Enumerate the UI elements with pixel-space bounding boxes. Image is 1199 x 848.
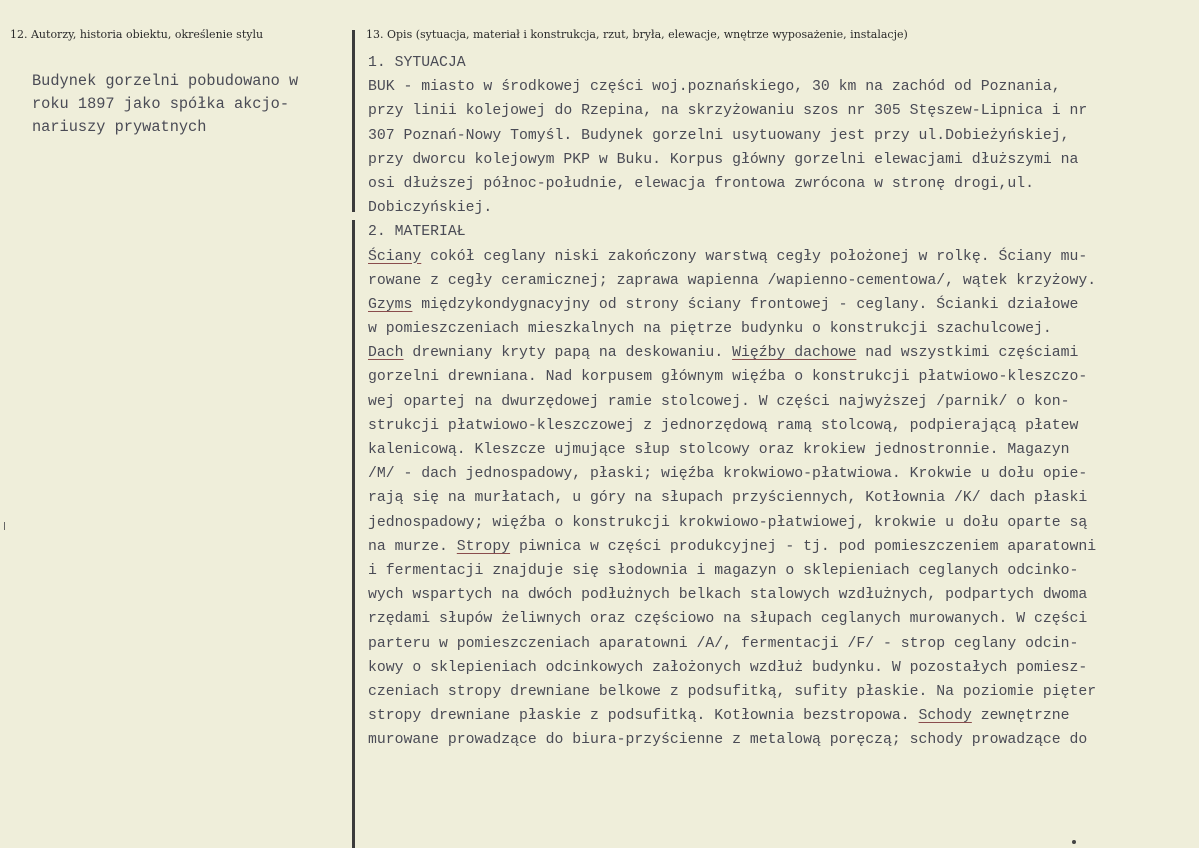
text-line: osi dłuższej północ-południe, elewacja frontowa zwrócona w stronę drogi,ul. xyxy=(368,175,1034,192)
text-line: w pomieszczeniach mieszkalnych na piętrze budynku o konstrukcji szachulcowej. xyxy=(368,321,1052,338)
text-line: wych wspartych na dwóch podłużnych belkach stalowych wzdłużnych, podpartych dwoma xyxy=(368,587,1088,604)
text-line: jednospadowy; więźba o konstrukcji krokwiowo-płatwiowej, krokwie u dołu oparte są xyxy=(368,514,1088,531)
text-line: wej opartej na dwurzędowej ramie stolcowej. W części najwyższej /parnik/ o kon- xyxy=(368,393,1070,410)
description-column xyxy=(358,0,1199,848)
text-line: przy dworcu kolejowym PKP w Buku. Korpus główny gorzelni elewacjami dłuższymi na xyxy=(368,151,1079,168)
text-line: rają się na murłatach, u góry na słupach przyściennych, Kotłownia /K/ dach płaski xyxy=(368,490,1088,507)
authors-history-text xyxy=(32,70,298,139)
ink-dot xyxy=(1072,840,1076,844)
description-text xyxy=(368,51,1198,752)
text-span: cokół ceglany niski zakończony warstwą cegły położonej w rolkę. Ściany mu- xyxy=(421,248,1088,265)
text-span: piwnica w części produkcyjnej - tj. pod pomieszczeniem aparatowni xyxy=(510,538,1097,555)
divider-gap xyxy=(352,212,355,220)
text-line: parteru w pomieszczeniach aparatowni /A/, fermentacji /F/ - strop ceglany odcin- xyxy=(368,635,1079,652)
description-label: 13. Opis (sytuacja, materiał i konstrukcja, rzut, bryła, elewacje, wnętrze wyposażenie, instalacje) xyxy=(366,28,908,41)
text-line: gorzelni drewniana. Nad korpusem głównym więźba o konstrukcji płatwiowo-kleszczo- xyxy=(368,369,1088,386)
text-line xyxy=(368,293,1198,317)
text-line xyxy=(368,245,1198,269)
text-span: zewnętrzne xyxy=(971,708,1070,725)
keyword-dach: Dach xyxy=(368,345,404,362)
text-span: międzykondygnacyjny od strony ściany frontowej - ceglany. Ścianki działowe xyxy=(412,296,1079,313)
text-line: rzędami słupów żeliwnych oraz częściowo na słupach ceglanych murowanych. W części xyxy=(368,611,1088,628)
column-divider xyxy=(352,30,355,848)
text-line: murowane prowadzące do biura-przyścienne z metalową poręczą; schody prowadzące do xyxy=(368,732,1088,749)
text-line xyxy=(368,341,1198,365)
text-line: nariuszy prywatnych xyxy=(32,118,207,136)
text-span: stropy drewniane płaskie z podsufitką. Kotłownia bezstropowa. xyxy=(368,708,919,725)
text-line: czeniach stropy drewniane belkowe z podsufitką, sufity płaskie. Na poziomie pięter xyxy=(368,683,1097,700)
authors-history-column xyxy=(0,0,352,848)
section-heading-material: 2. MATERIAŁ xyxy=(368,224,466,241)
text-line: strukcji płatwiowo-kleszczowej z jednorzędową ramą stolcową, podpierającą płatew xyxy=(368,417,1079,434)
authors-history-label: 12. Autorzy, historia obiektu, określenie stylu xyxy=(10,28,264,41)
text-line: przy linii kolejowej do Rzepina, na skrzyżowaniu szos nr 305 Stęszew-Lipnica i nr xyxy=(368,103,1088,120)
keyword-schody: Schody xyxy=(918,708,972,725)
text-span: na murze. xyxy=(368,538,457,555)
text-line: /M/ - dach jednospadowy, płaski; więźba krokwiowo-płatwiowa. Krokwie u dołu opie- xyxy=(368,466,1088,483)
text-line: Budynek gorzelni pobudowano w xyxy=(32,72,299,90)
text-line: i fermentacji znajduje się słodownia i magazyn o sklepieniach ceglanych odcinko- xyxy=(368,562,1079,579)
keyword-sciany: Ściany xyxy=(368,248,422,265)
section-heading-sytuacja: 1. SYTUACJA xyxy=(368,55,466,71)
text-line: 307 Poznań-Nowy Tomyśl. Budynek gorzelni usytuowany jest przy ul.Dobieżyńskiej, xyxy=(368,127,1070,144)
keyword-gzyms: Gzyms xyxy=(368,296,413,313)
text-line xyxy=(368,704,1198,728)
text-line: BUK - miasto w środkowej części woj.poznańskiego, 30 km na zachód od Poznania, xyxy=(368,79,1061,96)
margin-mark xyxy=(4,522,5,530)
text-span: drewniany kryty papą na deskowaniu. xyxy=(403,345,733,362)
text-line: kalenicową. Kleszcze ujmujące słup stolcowy oraz krokiew jednostronnie. Magazyn xyxy=(368,442,1070,458)
keyword-wiezby: Więźby dachowe xyxy=(732,345,857,362)
text-line: Dobiczyńskiej. xyxy=(368,200,493,217)
text-line: rowane z cegły ceramicznej; zaprawa wapienna /wapienno-cementowa/, wątek krzyżowy. xyxy=(368,272,1097,289)
text-line: roku 1897 jako spółka akcjo- xyxy=(32,95,290,113)
keyword-stropy: Stropy xyxy=(456,538,511,555)
text-span: nad wszystkimi częściami xyxy=(856,345,1079,362)
text-line xyxy=(368,535,1198,559)
text-line: kowy o sklepieniach odcinkowych założonych wzdłuż budynku. W pozostałych pomiesz- xyxy=(368,659,1088,676)
